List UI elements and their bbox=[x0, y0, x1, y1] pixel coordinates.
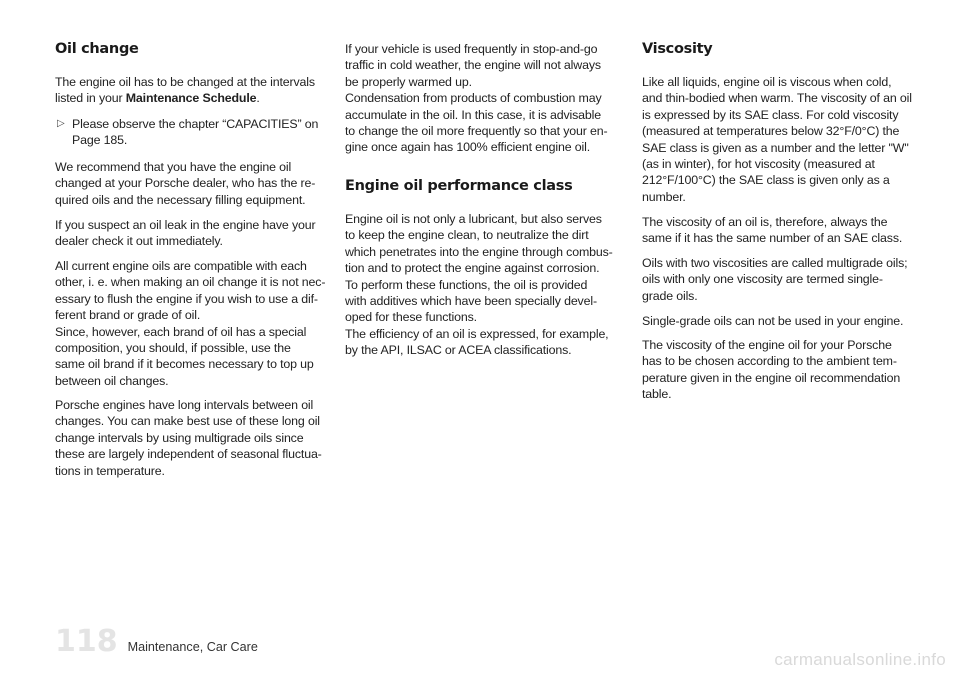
paragraph-multigrade-oils: Oils with two viscosities are called multigrade oils; oils with only one viscosity are termed single- grade oils. bbox=[642, 256, 908, 303]
paragraph-stop-and-go: If your vehicle is used frequently in stop-and-go traffic in cold weather, the engine will not always be properly warmed up. Condensation from products of combustion may accumulate in the oil. In this case, it is advisable to change the oil more frequently so that your en- gine once again has 100% efficient engine oil. bbox=[345, 42, 608, 155]
paragraph-viscosity-same: The viscosity of an oil is, therefore, always the same if it has the same number of an SAE class. bbox=[642, 215, 903, 246]
footer-section-title: Maintenance, Car Care bbox=[127, 640, 258, 654]
heading-oil-change: Oil change bbox=[55, 41, 139, 57]
maintenance-schedule-link-text: Maintenance Schedule bbox=[125, 91, 257, 106]
paragraph-viscosity-choice: The viscosity of the engine oil for your Porsche has to be chosen according to the ambient tem- perature given in the engine oil recommendation table. bbox=[642, 338, 901, 402]
paragraph-single-grade: Single-grade oils can not be used in your engine. bbox=[642, 314, 904, 328]
triangle-right-icon: ▷ bbox=[57, 118, 65, 129]
page-number: 118 bbox=[55, 624, 118, 659]
paragraph-viscosity-definition: Like all liquids, engine oil is viscous when cold, and thin-bodied when warm. The viscosity of an oil is expressed by its SAE class. For cold viscosity (measured at temperatures below 32°F/0°C) the SAE class is given as a number and the letter "W" (as in winter), for hot viscosity (measured at 212°F/100°C) the SAE class is given only as a number. bbox=[642, 75, 912, 204]
heading-viscosity: Viscosity bbox=[642, 41, 713, 57]
paragraph-oil-leak: If you suspect an oil leak in the engine have your dealer check it out immediately. bbox=[55, 218, 316, 249]
paragraph-multigrade-intervals: Porsche engines have long intervals between oil changes. You can make best use of these long oil change intervals by using multigrade oils since these are largely independent of seasonal fluctua- tions in temperature. bbox=[55, 398, 322, 478]
paragraph-performance-class: Engine oil is not only a lubricant, but also serves to keep the engine clean, to neutralize the dirt which penetrates into the engine through combus- tion and to protect the engine against corrosion. To perform these functions, the oil is provided with additives which have been specially devel- oped for these functions. The efficiency of an oil is expressed, for example, by the API, ILSAC or ACEA classifications. bbox=[345, 212, 613, 358]
paragraph-dealer-recommendation: We recommend that you have the engine oil changed at your Porsche dealer, who has the re- quired oils and the necessary filling equipment. bbox=[55, 160, 316, 207]
heading-engine-oil-performance-class: Engine oil performance class bbox=[345, 178, 573, 194]
watermark: carmanualsonline.info bbox=[774, 650, 946, 669]
page-footer bbox=[55, 624, 258, 659]
bullet-capacities bbox=[57, 116, 318, 149]
bullet-capacities-text: Please observe the chapter “CAPACITIES” on Page 185. bbox=[72, 117, 319, 148]
paragraph-maintenance-intervals: The engine oil has to be changed at the intervals listed in your Maintenance Schedule. bbox=[55, 75, 315, 106]
paragraph-oil-compatibility: All current engine oils are compatible with each other, i. e. when making an oil change it is not nec- essary to flush the engine if you wish to use a dif- ferent brand or grade of oil. Since, however, each brand of oil has a special composition, you should, if possible, use the same oil brand if it becomes necessary to top up between oil changes. bbox=[55, 259, 326, 388]
